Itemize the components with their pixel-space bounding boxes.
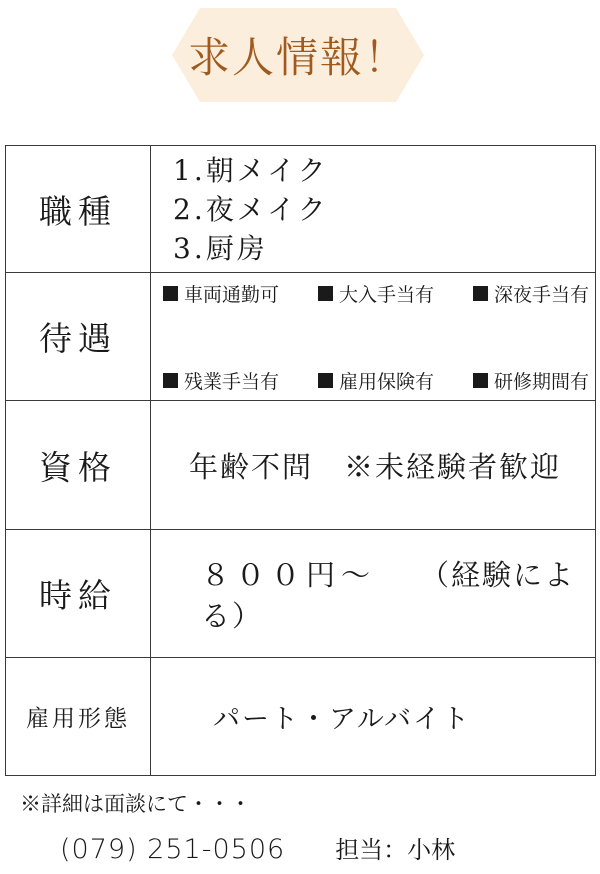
benefit-label: 雇用保険有 xyxy=(338,370,434,393)
job-type-label: 職種 xyxy=(6,146,151,273)
contact-person: 担当：小林 xyxy=(335,836,456,864)
job-type-item: 1.朝メイク xyxy=(173,153,329,187)
job-type-cell xyxy=(151,146,596,273)
job-type-row xyxy=(6,146,596,273)
employment-row xyxy=(6,658,596,776)
banner-title: 求人情報！ xyxy=(187,33,408,82)
job-type-item: 2.夜メイク xyxy=(173,192,329,226)
job-type-list xyxy=(151,151,595,268)
benefit-label: 車両通勤可 xyxy=(184,283,280,306)
phone-number: (079) 251-0506 xyxy=(60,834,286,865)
benefit-item xyxy=(163,367,279,394)
employment-text: パート・アルバイト xyxy=(213,704,472,735)
employment-cell xyxy=(151,658,596,776)
square-bullet-icon xyxy=(163,286,178,301)
benefits-cell xyxy=(151,273,596,401)
square-bullet-icon xyxy=(163,373,178,388)
qualification-text: 年齢不問 ※未経験者歓迎 xyxy=(189,449,562,484)
benefit-item xyxy=(473,280,589,307)
wage-label: 時給 xyxy=(6,530,151,658)
benefit-label: 深夜手当有 xyxy=(493,283,589,306)
qualification-label: 資格 xyxy=(6,401,151,530)
details-note: ※詳細は面談にて・・・ xyxy=(20,792,251,816)
benefits-row xyxy=(6,273,596,401)
wage-note: （経験による） xyxy=(201,557,576,633)
benefit-label: 研修期間有 xyxy=(493,370,589,393)
benefit-item xyxy=(318,280,434,307)
wage-cell xyxy=(151,530,596,658)
square-bullet-icon xyxy=(318,373,333,388)
benefits-list xyxy=(151,280,595,394)
benefit-item xyxy=(473,367,589,394)
benefit-label: 残業手当有 xyxy=(184,370,280,393)
title-banner xyxy=(150,6,446,104)
square-bullet-icon xyxy=(473,373,488,388)
qualification-row xyxy=(6,401,596,530)
job-type-item: 3.厨房 xyxy=(173,231,268,265)
qualification-cell xyxy=(151,401,596,530)
wage-text xyxy=(151,553,595,635)
benefit-item xyxy=(318,367,434,394)
benefit-label: 大入手当有 xyxy=(338,283,434,306)
benefit-row xyxy=(163,367,589,394)
square-bullet-icon xyxy=(473,286,488,301)
square-bullet-icon xyxy=(318,286,333,301)
wage-row xyxy=(6,530,596,658)
benefit-item xyxy=(163,280,279,307)
wage-amount: ８００円〜 xyxy=(201,557,377,592)
employment-label: 雇用形態 xyxy=(6,658,151,776)
contact-line xyxy=(60,830,455,865)
benefits-label: 待遇 xyxy=(6,273,151,401)
benefit-row xyxy=(163,280,589,307)
job-info-table xyxy=(5,145,596,776)
